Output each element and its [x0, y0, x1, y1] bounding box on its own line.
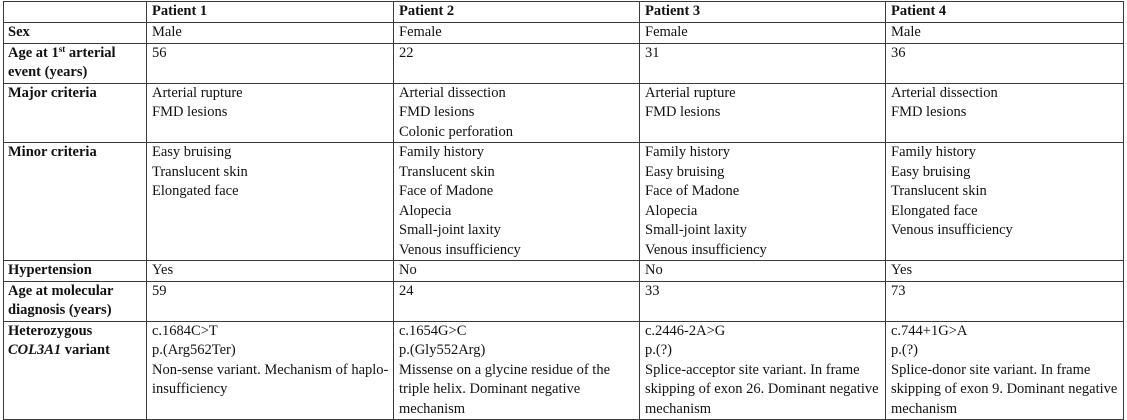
patient-3-header: Patient 3: [640, 2, 886, 23]
age-molecular-label: Age at molecular diagnosis (years): [4, 281, 147, 321]
sex-value: Female: [640, 23, 886, 44]
criterion: Translucent skin: [152, 163, 248, 180]
criterion: Family history: [399, 144, 484, 160]
hypertension-value: No: [394, 261, 640, 282]
criterion: Arterial dissection: [399, 84, 506, 101]
minor-criteria-row: [4, 143, 1124, 261]
criterion: FMD lesions: [152, 104, 228, 120]
header-row: [4, 2, 1124, 23]
criterion: Venous insufficiency: [399, 241, 521, 258]
variant-note: Splice-acceptor site variant. In frame skipping of exon 26. Dominant negative mechanism: [645, 361, 879, 417]
major-criteria-cell: [147, 83, 394, 143]
criterion: Venous insufficiency: [891, 222, 1013, 238]
variant-note: Missense on a glycine residue of the triple helix. Dominant negative mechanism: [399, 361, 611, 417]
corner-cell: [4, 2, 147, 23]
age-first-event-value: 31: [640, 43, 886, 83]
criterion: Translucent skin: [891, 183, 987, 199]
criterion: FMD lesions: [399, 104, 475, 120]
variant-note: Non-sense variant. Mechanism of haplo-insufficiency: [152, 361, 389, 397]
age-first-event-value: 36: [886, 43, 1124, 83]
major-criteria-cell: [394, 83, 640, 143]
age-first-event-row: [4, 43, 1124, 83]
protein-change: p.(Gly552Arg): [399, 342, 486, 358]
criterion: Family history: [891, 144, 976, 160]
age-molecular-value: 24: [394, 281, 640, 321]
criterion: Arterial rupture: [152, 84, 243, 101]
major-criteria-cell: [886, 83, 1124, 143]
protein-change: p.(Arg562Ter): [152, 342, 236, 358]
age-first-event-value: 22: [394, 43, 640, 83]
variant-cell: [147, 321, 394, 420]
criterion: Arterial rupture: [645, 84, 736, 101]
criterion: Venous insufficiency: [645, 241, 767, 258]
cdna-change: c.1684C>T: [152, 322, 218, 339]
hypertension-row: [4, 261, 1124, 282]
variant-cell: [394, 321, 640, 420]
criterion: Arterial dissection: [891, 84, 998, 101]
major-criteria-row: [4, 83, 1124, 143]
criterion: Alopecia: [399, 202, 452, 219]
sex-value: Female: [394, 23, 640, 44]
criterion: Face of Madone: [645, 183, 740, 199]
criterion: Colonic perforation: [399, 123, 513, 140]
age-first-event-label: Age at 1st arterial event (years): [4, 43, 147, 83]
cdna-change: c.744+1G>A: [891, 322, 968, 339]
minor-criteria-cell: [640, 143, 886, 261]
age-molecular-value: 59: [147, 281, 394, 321]
criterion: FMD lesions: [645, 104, 721, 120]
cdna-change: c.2446-2A>G: [645, 322, 726, 339]
protein-change: p.(?): [645, 342, 672, 358]
criterion: Easy bruising: [891, 163, 971, 180]
criterion: Alopecia: [645, 202, 698, 219]
minor-criteria-cell: [147, 143, 394, 261]
minor-criteria-cell: [394, 143, 640, 261]
age-first-event-value: 56: [147, 43, 394, 83]
patient-1-header: Patient 1: [147, 2, 394, 23]
sex-row: [4, 23, 1124, 44]
patient-2-header: Patient 2: [394, 2, 640, 23]
age-molecular-row: [4, 281, 1124, 321]
variant-row: [4, 321, 1124, 420]
criterion: Easy bruising: [152, 144, 232, 160]
criterion: Easy bruising: [645, 163, 725, 180]
hypertension-value: Yes: [886, 261, 1124, 282]
sex-value: Male: [147, 23, 394, 44]
variant-cell: [640, 321, 886, 420]
hypertension-value: No: [640, 261, 886, 282]
criterion: FMD lesions: [891, 104, 967, 120]
criterion: Family history: [645, 144, 730, 160]
criterion: Elongated face: [152, 183, 239, 199]
protein-change: p.(?): [891, 342, 918, 358]
major-criteria-label: Major criteria: [4, 83, 147, 143]
sex-value: Male: [886, 23, 1124, 44]
criterion: Small-joint laxity: [645, 222, 747, 238]
criterion: Face of Madone: [399, 183, 494, 199]
criterion: Translucent skin: [399, 163, 495, 180]
patient-4-header: Patient 4: [886, 2, 1124, 23]
major-criteria-cell: [640, 83, 886, 143]
variant-note: Splice-donor site variant. In frame skipping of exon 9. Dominant negative mechanism: [891, 361, 1118, 417]
minor-criteria-cell: [886, 143, 1124, 261]
minor-criteria-label: Minor criteria: [4, 143, 147, 261]
variant-cell: [886, 321, 1124, 420]
variant-label: Heterozygous COL3A1 variant: [4, 321, 147, 420]
sex-label: Sex: [4, 23, 147, 44]
age-molecular-value: 73: [886, 281, 1124, 321]
criterion: Small-joint laxity: [399, 222, 501, 238]
cdna-change: c.1654G>C: [399, 322, 467, 339]
age-molecular-value: 33: [640, 281, 886, 321]
hypertension-label: Hypertension: [4, 261, 147, 282]
hypertension-value: Yes: [147, 261, 394, 282]
patient-comparison-table: [3, 1, 1124, 420]
criterion: Elongated face: [891, 202, 978, 219]
